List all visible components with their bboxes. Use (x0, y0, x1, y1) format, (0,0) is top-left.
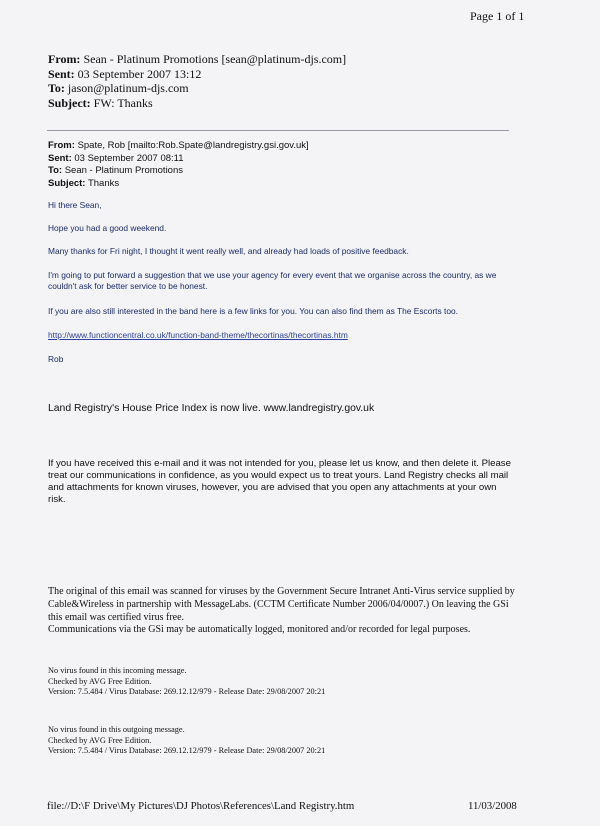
orig-sent-row (48, 153, 309, 166)
gsi-monitoring-text: Communications via the GSi may be automatically logged, monitored and/or recorded for legal purposes. (48, 624, 471, 636)
to-label: To: (48, 81, 65, 95)
avg-outgoing-checked: Checked by AVG Free Edition. (48, 735, 152, 745)
sent-value: 03 September 2007 13:12 (77, 66, 202, 81)
band-link[interactable] (48, 330, 518, 341)
avg-outgoing-version: Version: 7.5.484 / Virus Database: 269.12.12/979 - Release Date: 29/08/2007 20:21 (48, 746, 326, 756)
signoff: Rob (48, 354, 64, 364)
footer-file-path: file://D:\F Drive\My Pictures\DJ Photos\References\Land Registry.htm (47, 800, 355, 812)
header-divider (47, 130, 509, 131)
body-paragraph-2: Many thanks for Fri night, I thought it went really well, and already had loads of positive feedback. (48, 246, 409, 256)
header-to-row (48, 81, 346, 96)
body-paragraph-4: If you are also still interested in the band here is a few links for you. You can also find them as The Escorts too. (48, 306, 458, 316)
gsi-scan-text: The original of this email was scanned for viruses by the Government Secure Intranet Anti-Virus service supplied by Cable&Wireless in partnership with MessageLabs. (CCTM Certificate Number 2006/04/0007.) On leaving the GSi this email was certified virus free. (48, 586, 515, 623)
avg-outgoing-block (48, 725, 518, 757)
confidentiality-notice: If you have received this e-mail and it was not intended for you, please let us know, and then delete it. Please treat our communications in confidence, as you would expect us to treat yours. Land Registry checks all mail and attachments for known viruses, however, you are advised that you open any attachments at your own risk. (48, 458, 511, 505)
original-header (48, 140, 309, 190)
from-value: Sean - Platinum Promotions [sean@platinum-djs.com] (83, 52, 347, 66)
avg-incoming-status: No virus found in this incoming message. (48, 666, 187, 675)
sent-label: Sent: (48, 66, 75, 81)
avg-incoming-checked: Checked by AVG Free Edition. (48, 676, 152, 686)
body-paragraph-1: Hope you had a good weekend. (48, 223, 167, 233)
subject-value: FW: Thanks (93, 95, 153, 110)
header-from-row (48, 52, 346, 67)
avg-incoming-block (48, 666, 518, 698)
orig-from-value: Spate, Rob [mailto:Rob.Spate@landregistry.gsi.gov.uk] (77, 140, 309, 151)
header-sent-row (48, 67, 346, 82)
body-paragraph-3: I'm going to put forward a suggestion that we use your agency for every event that we organise across the country, as we couldn't ask for better service to be honest. (48, 270, 497, 291)
from-label: From: (48, 52, 81, 66)
orig-to-value: Sean - Platinum Promotions (64, 165, 183, 176)
orig-to-row (48, 165, 309, 178)
forward-header (48, 52, 346, 110)
orig-subject-row (48, 178, 309, 191)
orig-subject-value: Thanks (87, 177, 120, 189)
band-link-text[interactable]: http://www.functioncentral.co.uk/function-band-theme/thecortinas/thecortinas.htm (48, 330, 348, 340)
orig-from-row (48, 140, 309, 153)
greeting: Hi there Sean, (48, 200, 102, 210)
avg-outgoing-status: No virus found in this outgoing message. (48, 725, 185, 734)
header-subject-row (48, 96, 346, 111)
orig-to-label: To: (48, 165, 63, 176)
orig-sent-label: Sent: (48, 152, 72, 164)
land-registry-notice: Land Registry's House Price Index is now live. www.landregistry.gov.uk (48, 403, 375, 414)
to-value: jason@platinum-djs.com (67, 81, 189, 95)
orig-from-label: From: (48, 140, 75, 151)
orig-subject-label: Subject: (48, 177, 86, 189)
avg-incoming-version: Version: 7.5.484 / Virus Database: 269.12.12/979 - Release Date: 29/08/2007 20:21 (48, 687, 326, 697)
footer-date: 11/03/2008 (468, 800, 517, 812)
orig-sent-value: 03 September 2007 08:11 (74, 152, 184, 164)
subject-label: Subject: (48, 95, 91, 110)
gsi-virus-notice (48, 586, 518, 637)
page-number: Page 1 of 1 (470, 9, 525, 23)
